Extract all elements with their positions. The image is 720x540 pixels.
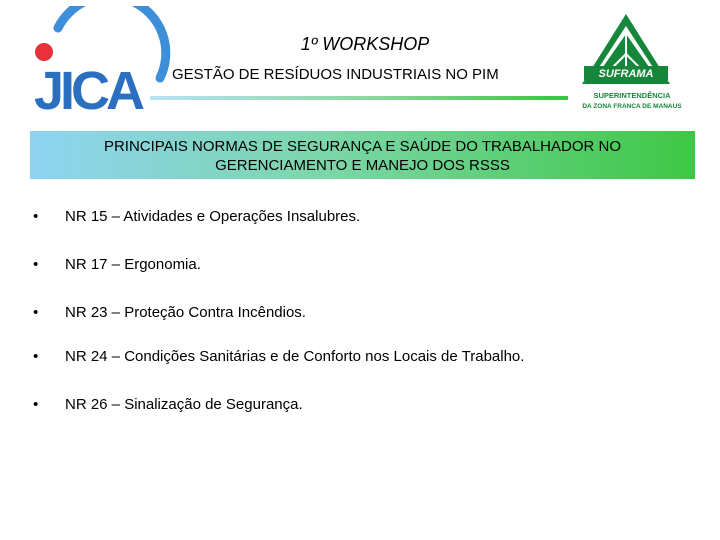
workshop-subtitle: GESTÃO DE RESÍDUOS INDUSTRIAIS NO PIM bbox=[172, 66, 499, 83]
list-item bbox=[0, 256, 720, 280]
suframa-logo bbox=[578, 10, 690, 126]
banner-line-2: GERENCIAMENTO E MANEJO DOS RSSS bbox=[215, 157, 510, 174]
jica-logo-wordmark: JICA bbox=[34, 61, 142, 118]
suframa-caption-line2: DA ZONA FRANCA DE MANAUS bbox=[582, 103, 682, 110]
list-item bbox=[0, 348, 720, 372]
bullet: • bbox=[33, 304, 39, 321]
list-item bbox=[0, 396, 720, 420]
suframa-logo-wordmark: SUFRAMA bbox=[598, 68, 654, 80]
bullet: • bbox=[33, 256, 39, 273]
bullet: • bbox=[33, 208, 39, 225]
suframa-caption-line1: SUPERINTENDÊNCIA bbox=[593, 91, 671, 100]
bullet: • bbox=[33, 396, 39, 413]
list-item-text: NR 26 – Sinalização de Segurança. bbox=[65, 396, 303, 413]
list-item bbox=[0, 208, 720, 232]
list-item-text: NR 24 – Condições Sanitárias e de Conforto nos Locais de Trabalho. bbox=[65, 348, 525, 365]
jica-logo bbox=[28, 6, 178, 118]
list-item-text: NR 17 – Ergonomia. bbox=[65, 256, 201, 273]
banner-line-1: PRINCIPAIS NORMAS DE SEGURANÇA E SAÚDE DO TRABALHADOR NO bbox=[103, 138, 622, 155]
list-item-text: NR 23 – Proteção Contra Incêndios. bbox=[65, 304, 306, 321]
bullet: • bbox=[33, 348, 39, 365]
jica-logo-dot bbox=[35, 43, 53, 61]
list-item-text: NR 15 – Atividades e Operações Insalubres. bbox=[65, 208, 361, 225]
workshop-title: 1º WORKSHOP bbox=[300, 34, 430, 54]
list-item bbox=[0, 304, 720, 328]
header-divider bbox=[150, 96, 568, 100]
